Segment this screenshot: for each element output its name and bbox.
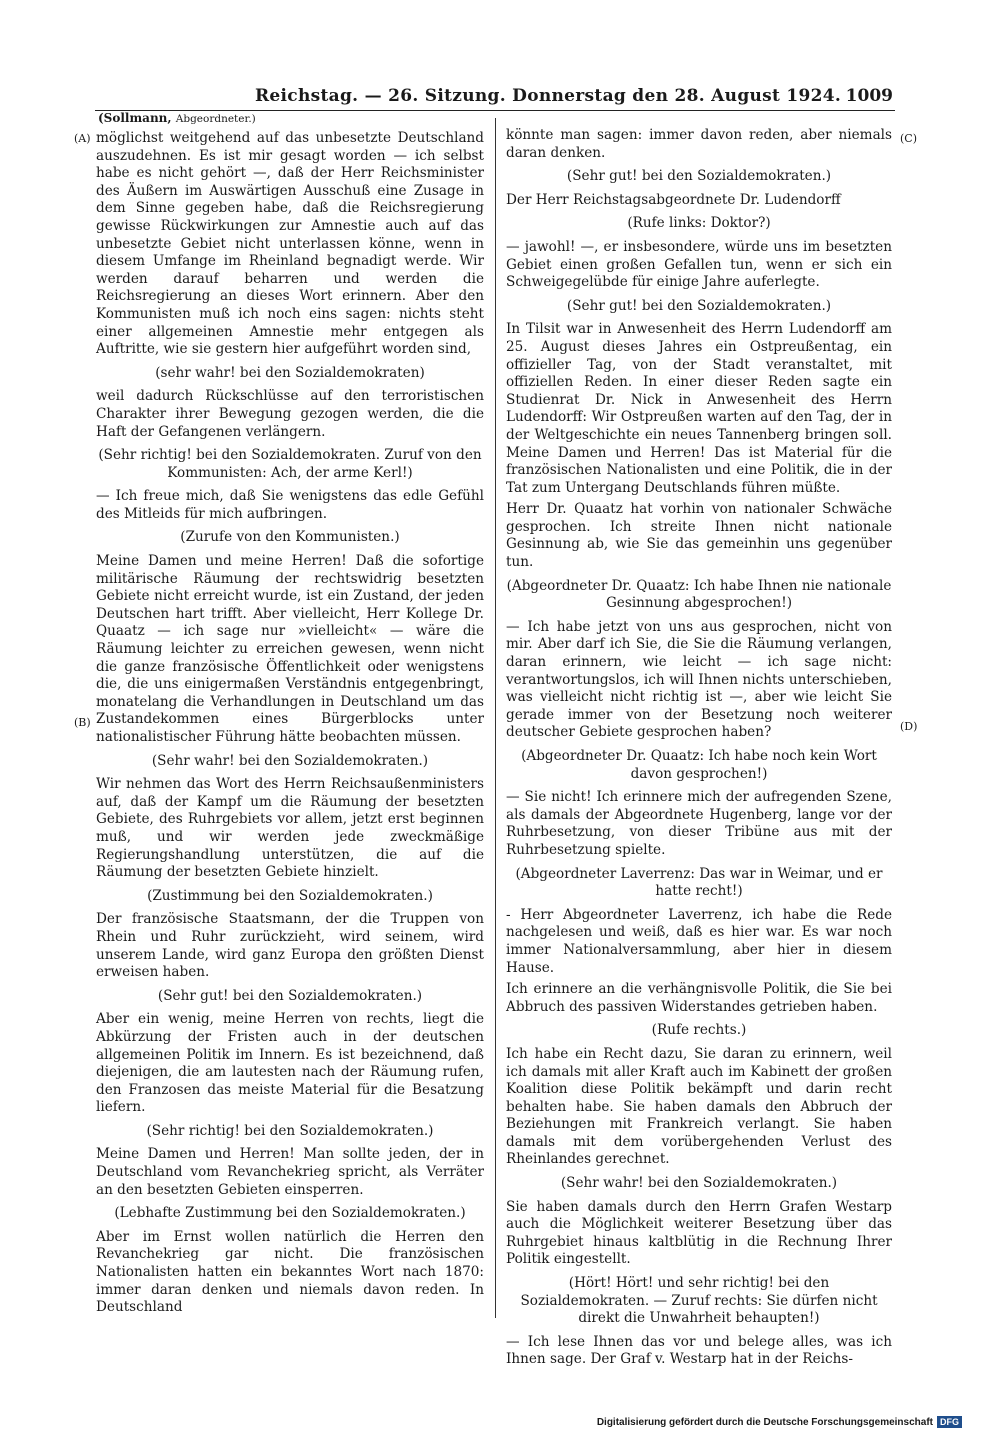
interjection: (Sehr wahr! bei den Sozialdemokraten.) xyxy=(151,752,429,769)
speaker-line xyxy=(98,111,256,125)
left-column xyxy=(96,130,484,1321)
speaker-role: Abgeordneter.) xyxy=(175,113,256,125)
paragraph: Meine Damen und Herren! Man sollte jeden, der in Deutschland vom Revanchekrieg spricht, als Verräter an den besetzten Gebieten einsperren. xyxy=(96,1146,484,1198)
paragraph: — Ich habe jetzt von uns aus gesprochen, nicht von mir. Aber darf ich Sie, die Sie die Räumung verlangen, daran erinnern, wie leicht — ich sage nicht: verantwortungslos, ich will Ihnen nichts unterschieben, was vielleicht nicht richtig ist —, aber wie leicht Sie gerade immer von der Besetzung noch weiterer deutscher Gebiete gesprochen haben? xyxy=(506,618,892,741)
paragraph: Sie haben damals durch den Herrn Grafen Westarp auch die Möglichkeit weiterer Besetzung über das Ruhrgebiet hinaus kaltblütig in die Rechnung Ihrer Politik eingestellt. xyxy=(506,1198,892,1268)
paragraph: — Ich freue mich, daß Sie wenigstens das edle Gefühl des Mitleids für mich aufbringen. xyxy=(96,488,484,522)
interjection: (Zustimmung bei den Sozialdemokraten.) xyxy=(147,887,433,904)
right-column xyxy=(506,127,892,1373)
paragraph: Der Herr Reichstagsabgeordnete Dr. Ludendorff xyxy=(506,191,841,208)
interjection: (Rufe links: Doktor?) xyxy=(627,215,771,232)
margin-mark-a: (A) xyxy=(74,132,91,145)
paragraph: weil dadurch Rückschlüsse auf den terroristischen Charakter ihrer Bewegung gezogen werden, die die Haft der Gefangenen verlängern. xyxy=(96,388,484,440)
interjection: (Sehr gut! bei den Sozialdemokraten.) xyxy=(566,297,832,314)
interjection: (Abgeordneter Dr. Quaatz: Ich habe Ihnen nie nationale Gesinnung abgesprochen!) xyxy=(506,577,892,612)
interjection: (Zurufe von den Kommunisten.) xyxy=(180,529,400,546)
paragraph: Ich erinnere an die verhängnisvolle Politik, die Sie bei Abbruch des passiven Widerstandes getrieben haben. xyxy=(506,981,892,1015)
column-divider xyxy=(495,118,496,1318)
page-number: 1009 xyxy=(845,86,893,106)
paragraph: Meine Damen und meine Herren! Daß die sofortige militärische Räumung der rechtswidrig besetzten Gebiete nicht erreicht wurde, ist ein Zustand, der jeden Deutschen hart trifft. Aber vielleicht, Herr Kollege Dr. Quaatz — ich sage nur »vielleicht« — wäre die Räumung leichter zu erreichen gewesen, wenn nicht die ganze französische Öffentlichkeit oder wenigstens die, die uns einigermaßen Verständnis entgegenbringt, monatelang die Verhandlungen in Deutschland um das Zustandekommen eines Bürgerblocks unter nationalistischer Führung hätte beobachten müssen. xyxy=(96,553,484,745)
interjection: (Sehr richtig! bei den Sozialdemokraten.) xyxy=(146,1122,434,1139)
paragraph: Wir nehmen das Wort des Herrn Reichsaußenministers auf, daß der Kampf um die Räumung der besetzten Gebiete, des Ruhrgebiets vor allem, jetzt erst beginnen muß, und wir werden jede zweckmäßige Regierungshandlung unterstützen, die auf die Räumung der besetzten Gebiete hinzielt. xyxy=(96,776,484,881)
footer-text: Digitalisierung gefördert durch die Deutsche Forschungsgemeinschaft xyxy=(596,1416,933,1428)
interjection: (Sehr gut! bei den Sozialdemokraten.) xyxy=(566,168,832,185)
paragraph: Ich habe ein Recht dazu, Sie daran zu erinnern, weil ich damals mit aller Kraft auch im Kabinett der großen Koalition diese Politik bekämpft und darin recht behalten habe. Sie haben damals den Abbruch der Beziehungen mit Frankreich verlangt. Sie haben damals mit dem vorübergehenden Verlust des Rheinlandes gerechnet. xyxy=(506,1045,892,1168)
margin-mark-d: (D) xyxy=(900,720,918,733)
interjection: (Sehr wahr! bei den Sozialdemokraten.) xyxy=(560,1175,838,1192)
paragraph: — jawohl! —, er insbesondere, würde uns im besetzten Gebiet einen großen Gefallen tun, wenn er sich ein Schweigegelübde für einige Jahre auferlegte. xyxy=(506,238,892,291)
paragraph: Der französische Staatsmann, der die Truppen von Rhein und Ruhr zurückzieht, wird seinem, wird unserem Lande, wird ganz Europa den größten Dienst erweisen haben. xyxy=(96,911,484,981)
footer-credit xyxy=(597,1416,962,1428)
interjection: (Abgeordneter Laverrenz: Das war in Weimar, und er hatte recht!) xyxy=(515,865,883,900)
paragraph: - Herr Abgeordneter Laverrenz, ich habe die Rede nachgelesen und weiß, daß es hier war. Es war noch immer Nationalversammlung, aber hier in diesem Hause. xyxy=(506,906,892,976)
margin-mark-c: (C) xyxy=(900,132,917,145)
interjection: (Hört! Hört! und sehr richtig! bei den Sozialdemokraten. — Zuruf rechts: Sie dürfen nicht direkt die Unwahrheit behaupten!) xyxy=(520,1275,878,1327)
interjection: (Abgeordneter Dr. Quaatz: Ich habe noch kein Wort davon gesprochen!) xyxy=(521,748,877,782)
paragraph: — Ich lese Ihnen das vor und belege alles, was ich Ihnen sage. Der Graf v. Westarp hat in der Reichs- xyxy=(506,1333,892,1368)
interjection: (sehr wahr! bei den Sozialdemokraten) xyxy=(155,364,425,381)
paragraph: möglichst weitgehend auf das unbesetzte Deutschland auszudehnen. Es ist mir gesagt worden — ich selbst habe es nicht gehört —, daß der Herr Reichsminister des Äußern im Auswärtigen Ausschuß eine Zusage in dem Sinne gegeben habe, daß die Reichsregierung gewisse Rückwirkungen zur Amnestie auch auf das unbesetzte Gebiet nicht unterlassen könne, wenn in diesem Umfange im Rheinland begnadigt werde. Wir werden darauf beharren und werden die Reichsregierung an dieses Wort erinnern. Aber den Kommunisten muß ich noch eins sagen: nichts steht einer allgemeinen Amnestie mehr entgegen als Auftritte, wie sie gestern hier aufgeführt worden sind, xyxy=(96,130,484,358)
paragraph: Herr Dr. Quaatz hat vorhin von nationaler Schwäche gesprochen. Ich streite Ihnen nicht nationale Gesinnung ab, wie Sie das gemeinhin uns gegenüber tun. xyxy=(506,501,892,571)
paragraph: Aber ein wenig, meine Herren von rechts, liegt die Abkürzung der Fristen auch in der deutschen allgemeinen Politik im Innern. Es ist bezeichnend, daß diejenigen, die am lautesten nach der Räumung rufen, den Franzosen das meiste Material für die Besatzung liefern. xyxy=(96,1011,484,1116)
dfg-logo: DFG xyxy=(937,1416,962,1428)
interjection: (Sehr gut! bei den Sozialdemokraten.) xyxy=(157,987,423,1004)
margin-mark-b: (B) xyxy=(74,716,91,729)
paragraph: In Tilsit war in Anwesenheit des Herrn Ludendorff am 25. August dieses Jahres ein Ostpreußentag, ein offizieller Tag, von der Stadt veranstaltet, mit offiziellen Reden. In einer dieser Reden sagte ein Studienrat Dr. Nick in Anwesenheit des Herrn Ludendorff: Wir Ostpreußen warten auf den Tag, der in der Weltgeschichte ein neues Tannenberg bringen soll. Meine Damen und Herren! Das ist Material für die französischen Nationalisten und eine Politik, die in der Tat zum Untergang Deutschlands führen müßte. xyxy=(506,321,892,496)
running-title: Reichstag. — 26. Sitzung. Donnerstag den 28. August 1924. xyxy=(255,86,842,106)
paragraph: könnte man sagen: immer davon reden, aber niemals daran denken. xyxy=(506,127,892,161)
paragraph: Aber im Ernst wollen natürlich die Herren den Revanchekrieg gar nicht. Die französischen Nationalisten hatten ein bekanntes Wort nach 1870: immer daran denken und niemals davon reden. In Deutschland xyxy=(96,1228,484,1316)
interjection: (Rufe rechts.) xyxy=(651,1022,747,1039)
interjection: (Sehr richtig! bei den Sozialdemokraten. Zuruf von den Kommunisten: Ach, der arme Kerl!) xyxy=(98,447,482,481)
page-header xyxy=(95,84,895,111)
paragraph: — Sie nicht! Ich erinnere mich der aufregenden Szene, als damals der Abgeordnete Hugenberg, lange vor der Ruhrbesetzung, von dieser Tribüne aus mit der Ruhrbesetzung spielte. xyxy=(506,789,892,858)
speaker-name: (Sollmann, xyxy=(98,111,172,125)
interjection: (Lebhafte Zustimmung bei den Sozialdemokraten.) xyxy=(114,1205,466,1222)
